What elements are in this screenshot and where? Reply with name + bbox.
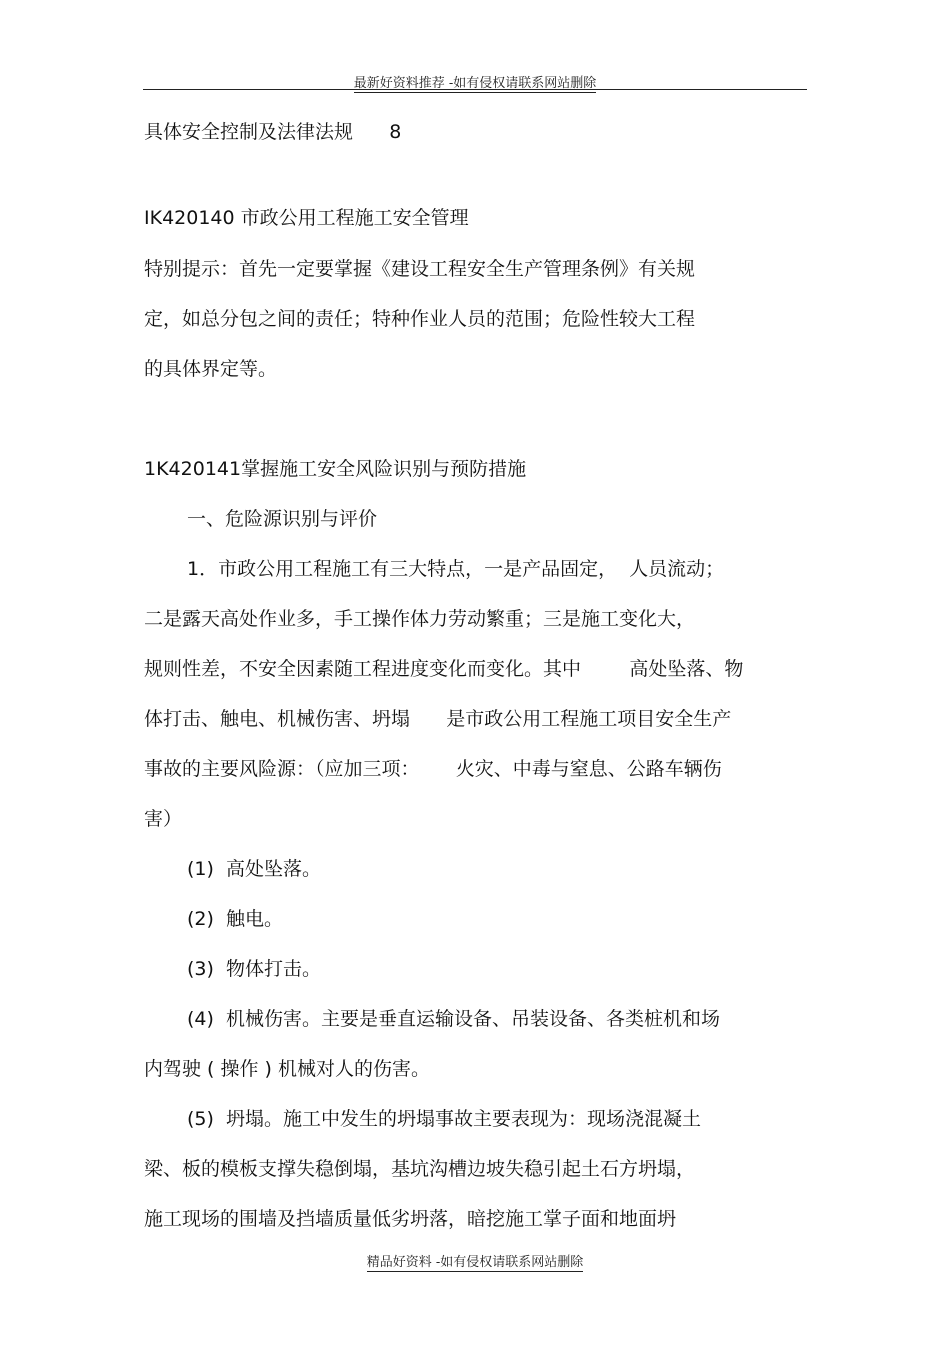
section-ref-line: 具体安全控制及法律法规 8: [144, 121, 402, 143]
paragraph-line: 二是露天高处作业多，手工操作体力劳动繁重；三是施工变化大，: [144, 608, 696, 630]
part-heading: 一、危险源识别与评价: [187, 508, 378, 530]
header-rule: [143, 89, 807, 90]
list-item: (4) 机械伤害。主要是垂直运输设备、吊装设备、各类桩机和场: [187, 1008, 720, 1030]
list-item: (2) 触电。: [187, 908, 283, 930]
paragraph-line: 体打击、触电、机械伤害、坍塌 是市政公用工程施工项目安全生产: [144, 708, 732, 730]
tip-line: 特别提示：首先一定要掌握《建设工程安全生产管理条例》有关规: [144, 258, 696, 280]
list-item-continuation: 施工现场的围墙及挡墙质量低劣坍落，暗挖施工掌子面和地面坍: [144, 1208, 677, 1230]
subsection-heading: 1K420141掌握施工安全风险识别与预防措施: [144, 458, 527, 480]
tip-line: 定，如总分包之间的责任；特种作业人员的范围；危险性较大工程: [144, 308, 696, 330]
list-item-continuation: 梁、板的模板支撑失稳倒塌，基坑沟槽边坡失稳引起土石方坍塌，: [144, 1158, 696, 1180]
page-footer: [0, 1251, 950, 1270]
tip-line: 的具体界定等。: [144, 358, 278, 380]
list-item: (1) 高处坠落。: [187, 858, 321, 880]
paragraph-line: 1．市政公用工程施工有三大特点，一是产品固定， 人员流动；: [187, 558, 725, 580]
footer-text: 精品好资料 -如有侵权请联系网站删除: [366, 1255, 584, 1270]
list-item: (5) 坍塌。施工中发生的坍塌事故主要表现为：现场浇混凝土: [187, 1108, 701, 1130]
header-text: 最新好资料推荐 -如有侵权请联系网站删除: [353, 76, 597, 91]
section-heading: IK420140 市政公用工程施工安全管理: [144, 207, 469, 229]
list-item: (3) 物体打击。: [187, 958, 321, 980]
paragraph-line: 害）: [144, 808, 183, 830]
list-item-continuation: 内驾驶 ( 操作 ) 机械对人的伤害。: [144, 1058, 430, 1080]
paragraph-line: 事故的主要风险源：（应加三项： 火灾、中毒与窒息、公路车辆伤: [144, 758, 722, 780]
paragraph-line: 规则性差，不安全因素随工程进度变化而变化。其中 高处坠落、物: [144, 658, 744, 680]
